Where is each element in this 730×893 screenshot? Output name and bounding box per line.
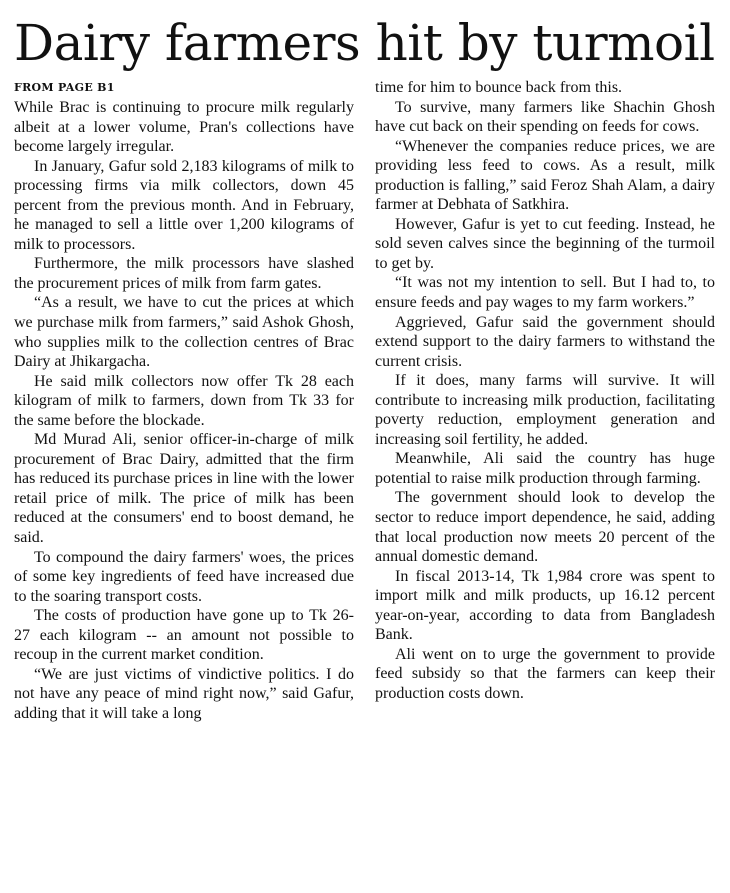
paragraph: time for him to bounce back from this. — [375, 79, 623, 96]
paragraph: While Brac is continuing to procure milk regularly albeit at a lower volume, Pran's collections have become largely irregular. — [14, 99, 354, 156]
paragraph: “We are just victims of vindictive politics. I do not have any peace of mind right now,” said Gafur, adding that it will take a long — [14, 665, 354, 722]
paragraph: However, Gafur is yet to cut feeding. Instead, he sold seven calves since the beginning of the turmoil to get by. — [375, 215, 715, 272]
paragraph: Meanwhile, Ali said the country has huge potential to raise milk production through farming. — [375, 450, 715, 487]
paragraph: To survive, many farmers like Shachin Ghosh have cut back on their spending on feeds for cows. — [375, 98, 715, 136]
paragraph: “It was not my intention to sell. But I had to, to ensure feeds and pay wages to my farm workers.” — [375, 274, 715, 312]
paragraph: In fiscal 2013-14, Tk 1,984 crore was spent to import milk and milk products, up 16.12 percent year-on-year, according to data from Bangladesh Bank. — [375, 567, 715, 644]
paragraph: Md Murad Ali, senior officer-in-charge of milk procurement of Brac Dairy, admitted that the firm has reduced its purchase prices in line with the lower retail price of milk. The price of milk has been reduced at the consumers' end to boost demand, he said. — [14, 431, 354, 547]
paragraph: To compound the dairy farmers' woes, the prices of some key ingredients of feed have increased due to the soaring transport costs. — [14, 548, 354, 605]
paragraph: Ali went on to urge the government to provide feed subsidy so that the farmers can keep their production costs down. — [375, 645, 715, 702]
article-headline: Dairy farmers hit by turmoil — [14, 14, 715, 72]
paragraph: In January, Gafur sold 2,183 kilograms of milk to processing firms via milk collectors, down 45 percent from the previous month. And in February, he managed to sell a little over 1,200 kilograms of milk to processors. — [14, 157, 354, 253]
paragraph: The costs of production have gone up to Tk 26-27 each kilogram -- an amount not possible to recoup in the current market condition. — [14, 607, 354, 664]
paragraph: “Whenever the companies reduce prices, we are providing less feed to cows. As a result, milk production is falling,” said Feroz Shah Alam, a dairy farmer at Debhata of Satkhira. — [375, 137, 715, 214]
article-column-left — [14, 78, 354, 724]
article-column-right — [375, 78, 715, 704]
paragraph: Furthermore, the milk processors have slashed the procurement prices of milk from farm gates. — [14, 255, 354, 292]
paragraph: The government should look to develop the sector to reduce import dependence, he said, adding that local production now meets 20 percent of the annual domestic demand. — [375, 489, 715, 566]
paragraph: “As a result, we have to cut the prices at which we purchase milk from farmers,” said Ashok Ghosh, who supplies milk to the collection centres of Brac Dairy at Jhikargacha. — [14, 294, 354, 371]
paragraph: He said milk collectors now offer Tk 28 each kilogram of milk to farmers, down from Tk 33 for the same before the blockade. — [14, 372, 354, 429]
paragraph: If it does, many farms will survive. It will contribute to increasing milk production, facilitating poverty reduction, employment generation and increasing soil fertility, he added. — [375, 372, 715, 448]
jump-line: FROM PAGE B1 — [14, 81, 115, 94]
paragraph: Aggrieved, Gafur said the government should extend support to the dairy farmers to withstand the current crisis. — [375, 313, 715, 370]
